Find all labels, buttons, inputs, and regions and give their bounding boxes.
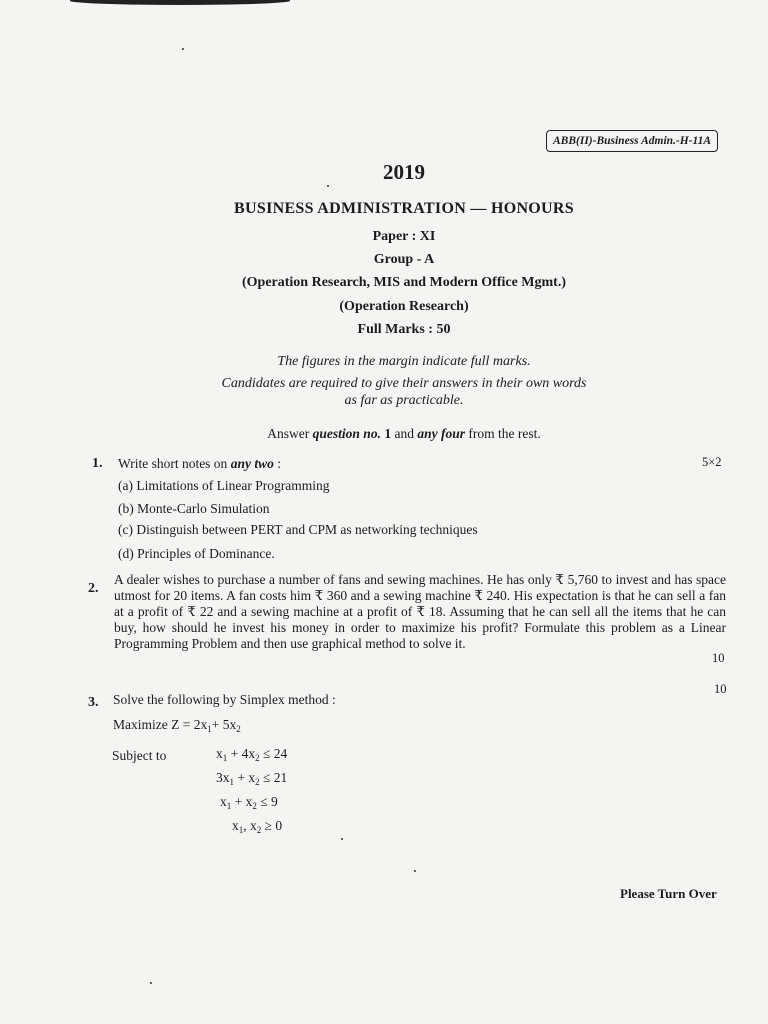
q2-number: 2. (88, 581, 99, 596)
subject-title: BUSINESS ADMINISTRATION — HONOURS (234, 200, 574, 217)
paper-code-box: ABB(II)-Business Admin.-H-11A (546, 130, 718, 152)
note-own-words-1: Candidates are required to give their answers in their own words (221, 376, 587, 391)
q1-stem: Write short notes on any two : (118, 456, 281, 471)
scan-speck (414, 870, 416, 872)
exam-year: 2019 (383, 160, 425, 184)
q3-number: 3. (88, 695, 99, 710)
q2-marks: 10 (712, 651, 725, 665)
q3-subject-to: Subject to (112, 748, 167, 763)
note-own-words-2: as far as practicable. (344, 393, 464, 408)
q1-item-d: (d) Principles of Dominance. (118, 546, 275, 561)
q3-stem: Solve the following by Simplex method : (113, 692, 336, 707)
q3-constraint-2: $3x_1 + x_2 \le 21$ (216, 770, 288, 787)
scan-speck (150, 982, 152, 984)
q1-number: 1. (92, 456, 103, 471)
please-turn-over: Please Turn Over (620, 886, 717, 901)
scan-speck (341, 838, 343, 840)
full-marks: Full Marks : 50 (357, 322, 451, 337)
scan-speck (327, 185, 329, 187)
group-label: Group - A (373, 252, 435, 267)
q1-item-c: (c) Distinguish between PERT and CPM as networking techniques (118, 522, 478, 537)
section-line: (Operation Research) (339, 299, 469, 314)
note-margin-marks: The figures in the margin indicate full marks. (277, 354, 531, 369)
q3-constraint-4: $x_1$, $x_2 \ge 0$ (232, 818, 283, 835)
scan-edge-mark (70, 0, 290, 5)
q3-objective: Maximize $Z = 2x_1+ 5x_2$ (113, 717, 241, 734)
q3-constraint-3: $x_1 + x_2 \le 9$ (220, 794, 278, 811)
q1-marks: 5×2 (702, 455, 722, 469)
q3-marks: 10 (714, 682, 727, 696)
q2-text: A dealer wishes to purchase a number of fans and sewing machines. He has only ₹ 5,760 to invest and has space utmost for 20 items. A fan costs him ₹ 360 and a sewing machine ₹ 240. His expectation is that he can sell a fan at a profit of ₹ 22 and a sewing machine at a profit of ₹ 18. Assuming that he can sell all the items that he can buy, how should he invest his money in order to maximize his profit? Formulate this problem as a Linear Programming Problem and then use graphical method to solve it. (114, 572, 726, 651)
topics-line: (Operation Research, MIS and Modern Office Mgmt.) (241, 275, 567, 290)
paper-number: Paper : XI (372, 229, 436, 244)
q1-item-a: (a) Limitations of Linear Programming (118, 478, 330, 493)
scan-speck (182, 48, 184, 50)
q1-item-b: (b) Monte-Carlo Simulation (118, 501, 270, 516)
q3-constraint-1: $x_1 + 4x_2 \le 24$ (216, 746, 288, 763)
answer-instruction: Answer question no. 1 and any four from the rest. (267, 426, 541, 441)
